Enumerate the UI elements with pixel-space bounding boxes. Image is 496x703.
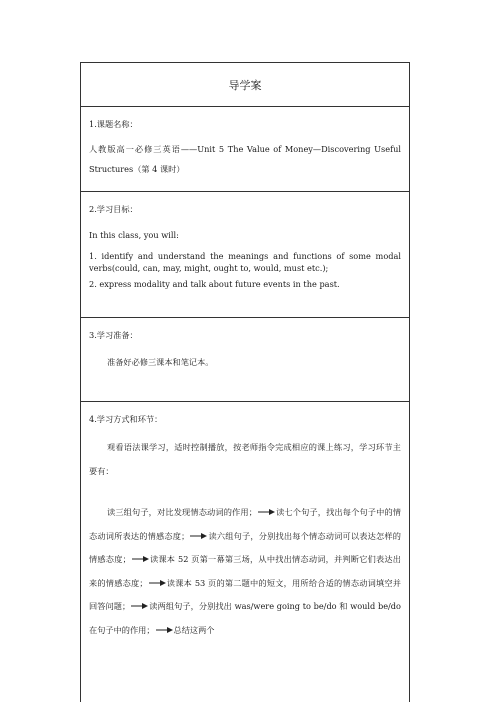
goal-item-1: 1. identify and understand the meanings and functions of some modal verbs(could, can, may, might, ought to, would, must etc.); [89, 251, 401, 273]
goal-item-2: 2. express modality and talk about future events in the past. [89, 279, 340, 289]
right-arrow-icon [258, 508, 275, 516]
right-arrow-icon [132, 555, 149, 563]
right-arrow-icon [131, 602, 148, 610]
course-name-label: 1.课题名称： [89, 119, 138, 129]
right-arrow-icon [149, 579, 166, 587]
step-5: 读课本 53 页的第二题中的短文，用所给合适的情态动词填空并回答问题； [89, 577, 401, 611]
preparation-text: 准备好必修三课本和笔记本。 [107, 357, 214, 367]
step-1: 读三组句子，对比发现情态动词的作用； [107, 507, 257, 517]
step-7: 总结这两个 [173, 624, 215, 635]
goals-intro: In this class, you will: [89, 230, 179, 240]
preparation-label: 3.学习准备： [89, 330, 138, 340]
right-arrow-icon [156, 626, 173, 634]
right-arrow-icon [190, 532, 207, 540]
learning-goals-row [81, 192, 409, 318]
step-2: 读七个句子，找出每个句子中的情态动词所表达的情感态度； [89, 507, 401, 541]
course-name-row [81, 107, 409, 192]
steps-paragraph [89, 501, 401, 642]
method-intro: 观看语法课学习，适时控制播放，按老师指令完成相应的课上练习，学习环节主要有： [89, 442, 401, 476]
course-name-text: 人教版高一必修三英语——Unit 5 The Value of Money—Discovering Useful Structures（第 4 课时） [89, 144, 401, 174]
title-row [81, 63, 409, 107]
learning-method-label: 4.学习方式和环节： [89, 414, 163, 424]
learning-goals-label: 2.学习目标： [89, 204, 138, 214]
step-4: 读课本 52 页第一幕第三场，从中找出情态动词，并判断它们表达出来的情感态度； [89, 554, 401, 588]
step-6: 读两组句子，分别找出 was/were going to be/do 和 would be/do 在句子中的作用； [89, 601, 401, 635]
study-guide-table [80, 62, 410, 702]
preparation-row [81, 318, 409, 402]
page-title: 导学案 [228, 78, 262, 92]
step-3: 读六组句子，分别找出每个情态动词可以表达怎样的情感态度； [89, 530, 401, 564]
learning-method-row [81, 402, 409, 703]
